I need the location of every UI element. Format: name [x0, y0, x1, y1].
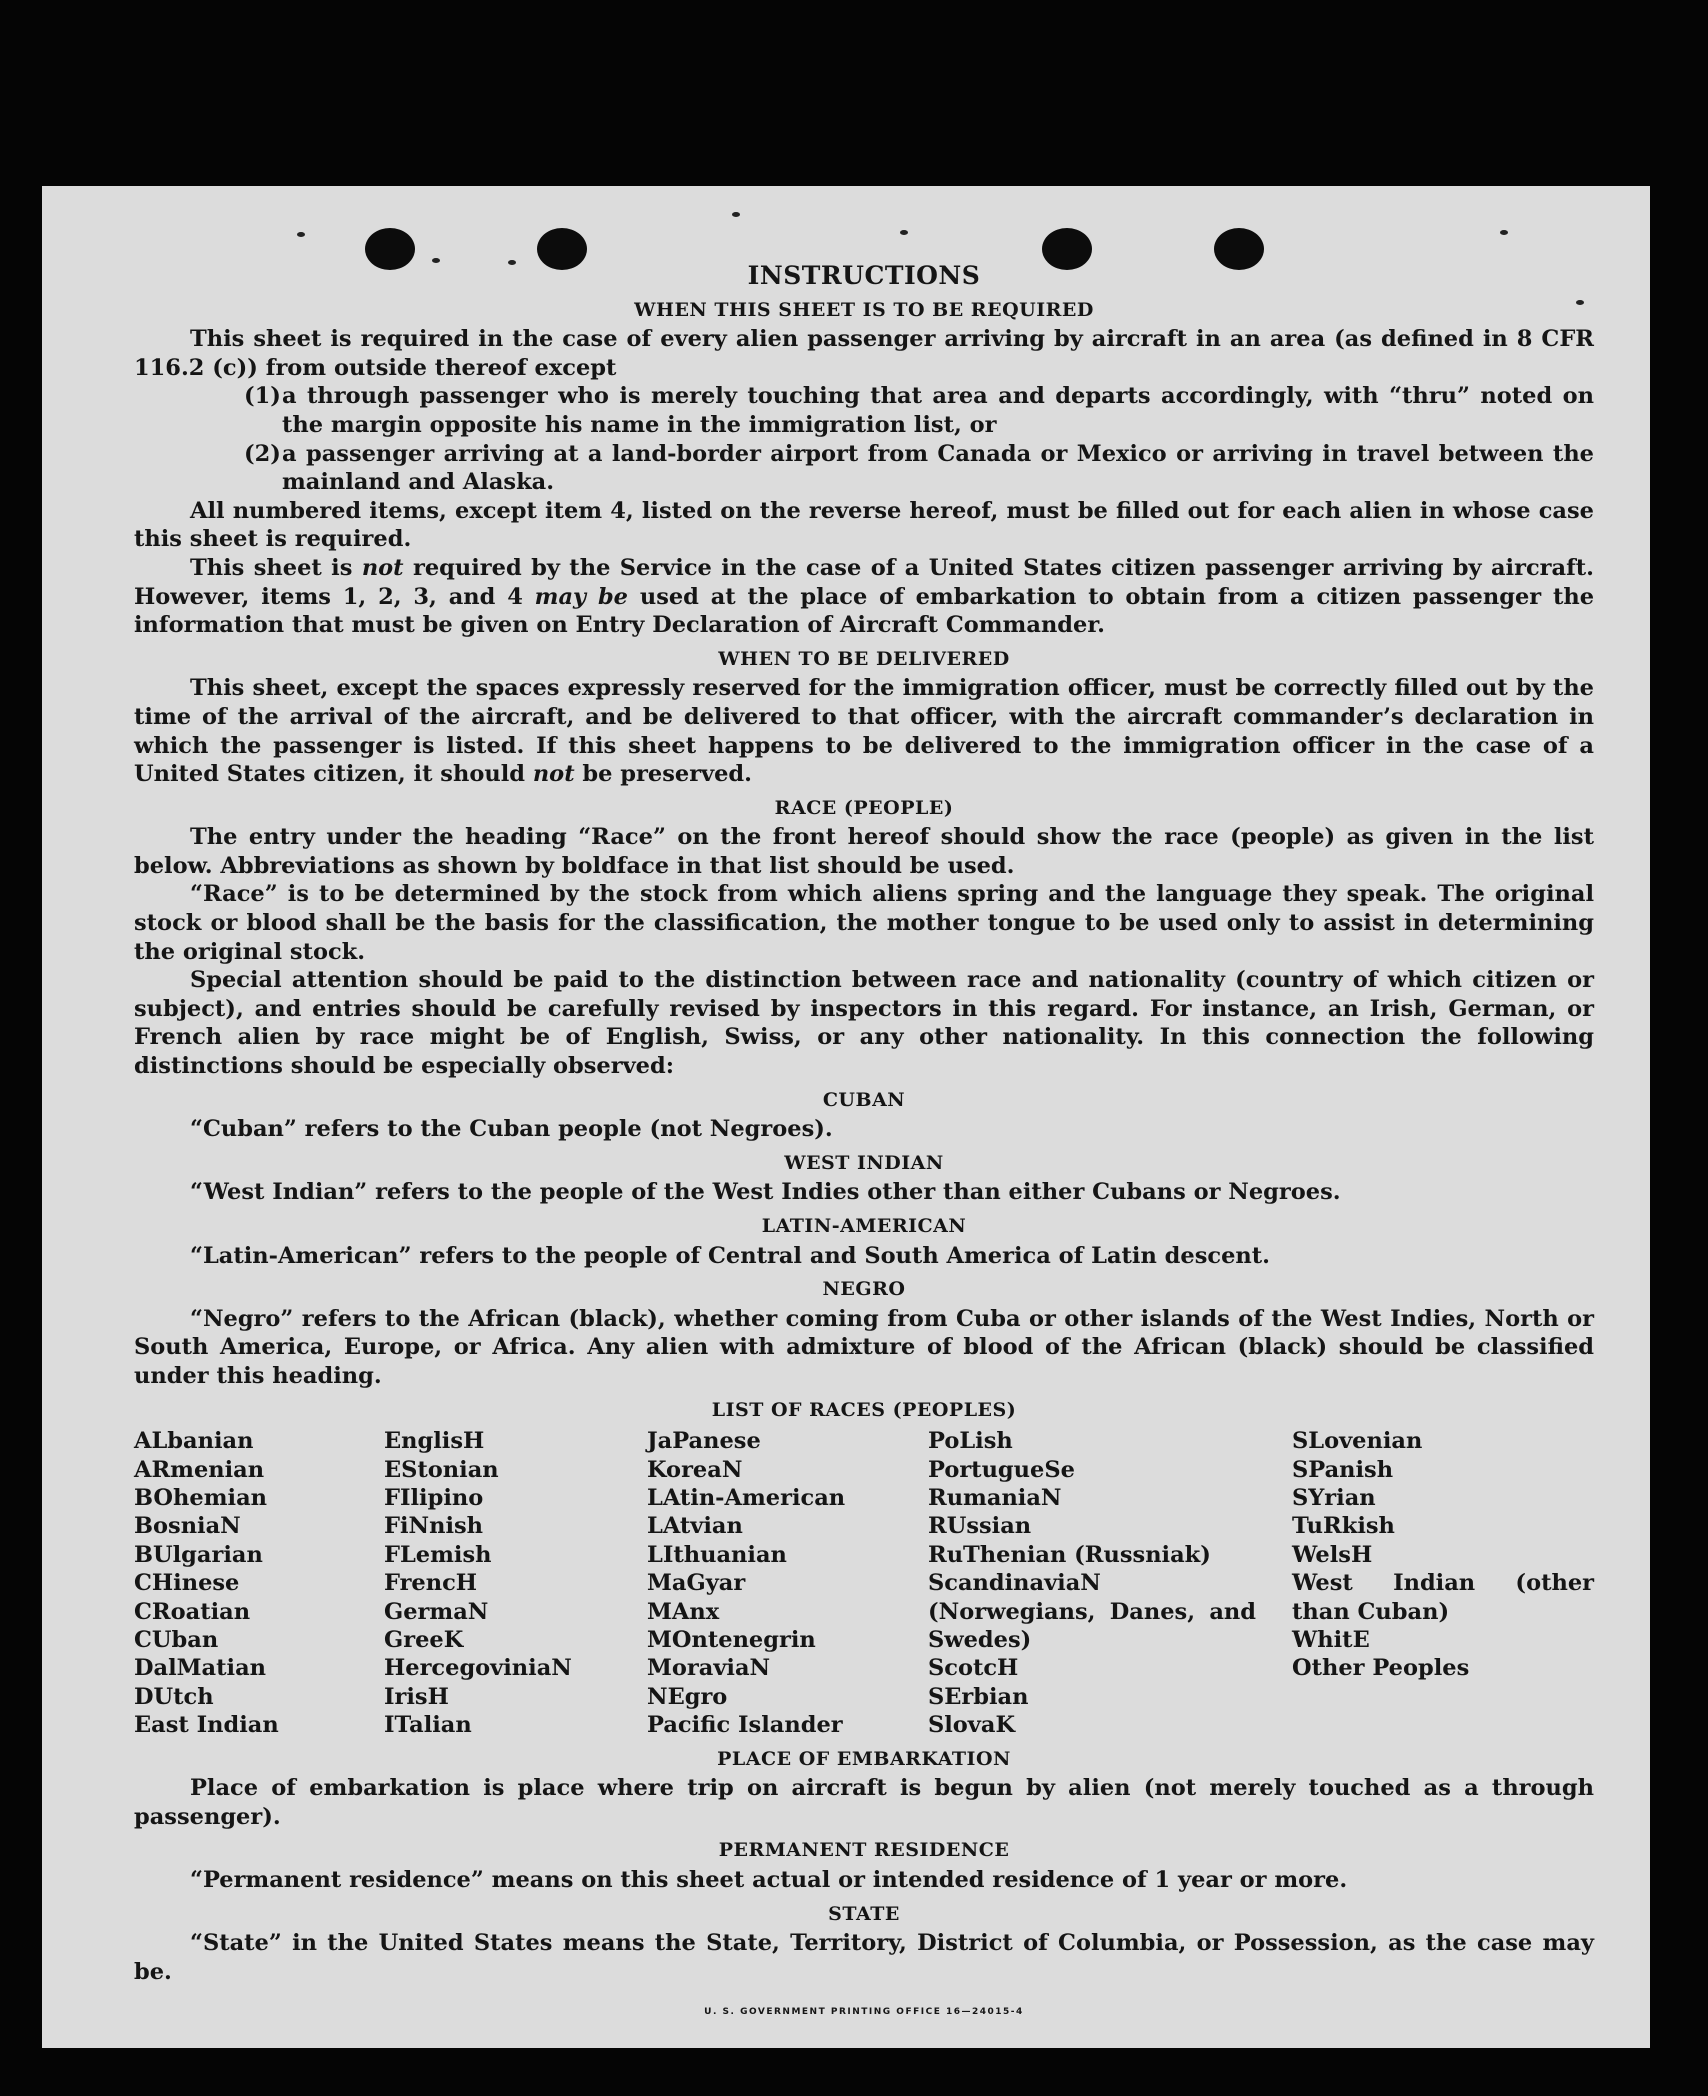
- paragraph: “West Indian” refers to the people of the West Indies other than either Cubans or Negroes.: [190, 1179, 1341, 1206]
- race-entry: ScandinaviaN (Norwegians, Danes, and Swedes): [928, 1570, 1256, 1653]
- heading-latin-american: LATIN-AMERICAN: [761, 1215, 967, 1237]
- heading-list-of-races: LIST OF RACES (PEOPLES): [711, 1398, 1017, 1421]
- heading-race: RACE (PEOPLE): [774, 796, 954, 819]
- race-entry: ARmenian: [134, 1456, 265, 1483]
- race-entry: JaPanese: [647, 1428, 761, 1455]
- speck: [297, 232, 305, 237]
- race-entry: NEgro: [647, 1683, 728, 1710]
- race-entry: SErbian: [928, 1683, 1029, 1710]
- paragraph: “Race” is to be determined by the stock from which aliens spring and the language they speak. The original stock or blood shall be the basis for the classification, the mother tongue to be used only to assist in determining the original stock.: [134, 881, 1594, 965]
- race-column: [384, 1427, 647, 1739]
- item-text: a passenger arriving at a land-border airport from Canada or Mexico or arriving in travel between the mainland and Alaska.: [282, 440, 1594, 496]
- list-item: [244, 382, 1594, 439]
- paragraph: “Cuban” refers to the Cuban people (not Negroes).: [190, 1116, 833, 1143]
- race-entry: ALbanian: [134, 1428, 254, 1455]
- text-run: be preserved.: [574, 761, 753, 788]
- race-entry: FIlipino: [384, 1484, 484, 1511]
- race-column: [647, 1427, 928, 1739]
- race-entry: SLovenian: [1292, 1428, 1423, 1455]
- heading-negro: NEGRO: [822, 1278, 906, 1301]
- race-list: [134, 1427, 1594, 1739]
- race-entry: Pacific Islander: [647, 1712, 843, 1739]
- item-text: a through passenger who is merely touching that area and departs accordingly, with “thru” noted on the margin opposite his name in the immigration list, or: [282, 383, 1594, 438]
- race-entry: BOhemian: [134, 1484, 268, 1511]
- race-entry: East Indian: [134, 1712, 279, 1739]
- text-run: This sheet, except the spaces expressly reserved for the immigration officer, must be correctly filled out by the time of the arrival of the aircraft, and be delivered to that officer, with the aircraft commander’s declaration in which the passenger is listed. If this sheet happens to be delivered to the immigration officer in the case of a United States citizen, it should: [134, 675, 1594, 788]
- printer-footer: U. S. GOVERNMENT PRINTING OFFICE 16—24015-4: [704, 2007, 1024, 2018]
- race-entry: SlovaK: [928, 1712, 1016, 1739]
- race-entry: FrencH: [384, 1570, 478, 1597]
- race-entry: CUban: [134, 1627, 219, 1653]
- race-entry: MAnx: [647, 1598, 720, 1625]
- race-entry: PortugueSe: [928, 1456, 1075, 1483]
- race-entry: Other Peoples: [1292, 1655, 1470, 1682]
- race-entry: MoraviaN: [647, 1655, 771, 1682]
- item-number: (2): [244, 440, 281, 467]
- heading-cuban: CUBAN: [822, 1088, 906, 1111]
- speck: [900, 230, 908, 235]
- race-entry: SYrian: [1292, 1484, 1376, 1511]
- race-entry: DalMatian: [134, 1655, 267, 1682]
- race-entry: IrisH: [384, 1683, 449, 1710]
- race-entry: RUssian: [928, 1513, 1032, 1540]
- race-entry: BUlgarian: [134, 1541, 263, 1568]
- heading-permanent-residence: PERMANENT RESIDENCE: [718, 1839, 1010, 1862]
- heading-place-of-embarkation: PLACE OF EMBARKATION: [717, 1747, 1011, 1770]
- heading-west-indian: WEST INDIAN: [784, 1151, 944, 1174]
- document-sheet: [42, 186, 1650, 2048]
- race-column: [928, 1427, 1256, 1739]
- race-entry: PoLish: [928, 1428, 1013, 1455]
- paragraph: Place of embarkation is place where trip on aircraft is begun by alien (not merely touched as a through passenger).: [134, 1775, 1594, 1830]
- text-emphasis: may be: [534, 583, 629, 610]
- race-entry: FiNnish: [384, 1513, 484, 1540]
- speck: [1500, 230, 1508, 235]
- paragraph: “State” in the United States means the State, Territory, District of Columbia, or Possession, as the case may be.: [134, 1930, 1594, 1985]
- heading-when-required: WHEN THIS SHEET IS TO BE REQUIRED: [634, 298, 1094, 321]
- race-entry: TuRkish: [1292, 1513, 1395, 1540]
- race-entry: West Indian (other than Cuban): [1292, 1570, 1594, 1625]
- race-entry: GermaN: [384, 1598, 489, 1625]
- paragraph: The entry under the heading “Race” on the front hereof should show the race (people) as given in the list below. Abbreviations as shown by boldface in that list should be used.: [134, 824, 1594, 879]
- text-emphasis: not: [361, 554, 404, 581]
- race-column: [134, 1427, 384, 1739]
- text-emphasis: not: [532, 761, 575, 788]
- race-entry: RuThenian (Russniak): [928, 1541, 1211, 1568]
- list-item: [244, 440, 1594, 497]
- race-entry: EnglisH: [384, 1428, 485, 1455]
- race-entry: RumaniaN: [928, 1484, 1062, 1511]
- text-run: required by the Service in the case of a United States citizen passenger arriving by aircraft. However, items 1, 2, 3, and 4: [134, 554, 1595, 610]
- race-entry: EStonian: [384, 1456, 499, 1483]
- race-entry: CHinese: [134, 1570, 240, 1597]
- race-column: [1292, 1427, 1594, 1739]
- race-entry: WhitE: [1292, 1627, 1370, 1653]
- race-entry: LAtin-American: [647, 1484, 846, 1511]
- speck: [732, 212, 740, 217]
- race-entry: LAtvian: [647, 1513, 743, 1540]
- race-entry: ScotcH: [928, 1655, 1019, 1682]
- race-entry: CRoatian: [134, 1598, 251, 1625]
- race-entry: MaGyar: [647, 1570, 746, 1597]
- race-entry: ITalian: [384, 1712, 472, 1739]
- heading-state: STATE: [828, 1902, 900, 1925]
- paragraph: “Permanent residence” means on this sheet actual or intended residence of 1 year or more.: [190, 1867, 1348, 1893]
- race-entry: GreeK: [384, 1627, 464, 1653]
- paragraph: All numbered items, except item 4, listed on the reverse hereof, must be filled out for each alien in whose case this sheet is required.: [134, 497, 1594, 553]
- paragraph: This sheet is required in the case of every alien passenger arriving by aircraft in an area (as defined in 8 CFR 116.2 (c)) from outside thereof except: [134, 326, 1594, 381]
- race-entry: LIthuanian: [647, 1541, 787, 1568]
- page-title: INSTRUCTIONS: [747, 261, 981, 290]
- text-run: used at the place of embarkation to obtain from a citizen passenger the information that must be given on Entry Declaration of Aircraft Commander.: [134, 583, 1595, 639]
- paragraph: “Latin-American” refers to the people of Central and South America of Latin descent.: [190, 1242, 1270, 1269]
- race-entry: FLemish: [384, 1541, 492, 1568]
- text-run: This sheet is: [190, 554, 362, 581]
- paragraph: [134, 554, 1594, 640]
- race-entry: MOntenegrin: [647, 1627, 816, 1653]
- paragraph: “Negro” refers to the African (black), whether coming from Cuba or other islands of the West Indies, North or South America, Europe, or Africa. Any alien with admixture of blood of the African (black) should be classified under this heading.: [134, 1305, 1594, 1389]
- paragraph: Special attention should be paid to the distinction between race and nationality (country of which citizen or subject), and entries should be carefully revised by inspectors in this regard. For instance, an Irish, German, or French alien by race might be of English, Swiss, or any other nationality. In this connection the following distinctions should be especially observed:: [134, 967, 1594, 1080]
- heading-when-delivered: WHEN TO BE DELIVERED: [718, 647, 1010, 670]
- race-entry: BosniaN: [134, 1513, 241, 1540]
- race-entry: SPanish: [1292, 1456, 1394, 1483]
- instructions-content: [134, 262, 1594, 2027]
- paragraph: [134, 674, 1594, 788]
- race-entry: DUtch: [134, 1683, 214, 1710]
- race-entry: HercegoviniaN: [384, 1655, 572, 1682]
- item-number: (1): [244, 383, 281, 410]
- race-entry: KoreaN: [647, 1456, 743, 1483]
- race-entry: WelsH: [1292, 1541, 1373, 1568]
